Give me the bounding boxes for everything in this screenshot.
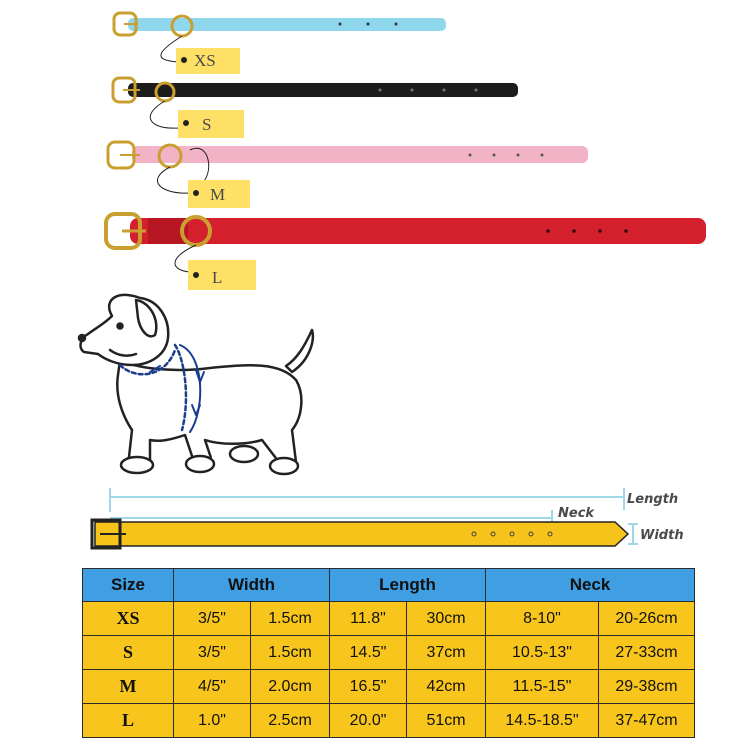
table-row	[83, 602, 695, 636]
table-row	[83, 704, 695, 738]
width-cm-cell: 1.5cm	[251, 602, 330, 636]
dog-measurement-illustration	[79, 295, 313, 474]
dog-body-icon	[117, 360, 301, 470]
collar-s	[113, 78, 518, 138]
width-inch-cell: 3/5"	[174, 602, 251, 636]
neck-inch-cell: 8-10"	[486, 602, 599, 636]
length-cm-cell: 37cm	[407, 636, 486, 670]
width-label: Width	[640, 528, 684, 543]
length-cm-cell: 51cm	[407, 704, 486, 738]
header-width: Width	[174, 569, 330, 602]
collar-xs	[114, 13, 446, 74]
size-tag-label-m: M	[210, 185, 226, 204]
size-cell: S	[83, 636, 174, 670]
length-cm-cell: 30cm	[407, 602, 486, 636]
size-tag-label-l: L	[212, 268, 223, 287]
length-inch-cell: 14.5"	[330, 636, 407, 670]
table-header-row	[83, 569, 695, 602]
size-tag-label-s: S	[202, 115, 212, 134]
size-cell: L	[83, 704, 174, 738]
length-label: Length	[627, 492, 679, 507]
neck-inch-cell: 14.5-18.5"	[486, 704, 599, 738]
length-inch-cell: 11.8"	[330, 602, 407, 636]
width-inch-cell: 3/5"	[174, 636, 251, 670]
length-cm-cell: 42cm	[407, 670, 486, 704]
collar-strap-l	[130, 218, 706, 244]
size-cell: XS	[83, 602, 174, 636]
collar-l	[106, 214, 706, 290]
width-cm-cell: 2.0cm	[251, 670, 330, 704]
neck-inch-cell: 10.5-13"	[486, 636, 599, 670]
length-inch-cell: 20.0"	[330, 704, 407, 738]
header-length: Length	[330, 569, 486, 602]
collar-measurement-diagram	[92, 488, 684, 548]
width-inch-cell: 4/5"	[174, 670, 251, 704]
table-row	[83, 636, 695, 670]
neck-cm-cell: 29-38cm	[599, 670, 695, 704]
collar-strap-s	[128, 83, 518, 97]
neck-cm-cell: 27-33cm	[599, 636, 695, 670]
neck-cm-cell: 20-26cm	[599, 602, 695, 636]
header-neck: Neck	[486, 569, 695, 602]
width-cm-cell: 1.5cm	[251, 636, 330, 670]
size-cell: M	[83, 670, 174, 704]
size-chart-table	[82, 568, 695, 738]
table-row	[83, 670, 695, 704]
width-cm-cell: 2.5cm	[251, 704, 330, 738]
header-size: Size	[83, 569, 174, 602]
width-inch-cell: 1.0"	[174, 704, 251, 738]
neck-label: Neck	[558, 506, 595, 521]
length-inch-cell: 16.5"	[330, 670, 407, 704]
size-tag-label-xs: XS	[194, 51, 216, 70]
dog-tail-icon	[286, 330, 313, 372]
collar-m	[108, 142, 588, 208]
neck-inch-cell: 11.5-15"	[486, 670, 599, 704]
neck-cm-cell: 37-47cm	[599, 704, 695, 738]
